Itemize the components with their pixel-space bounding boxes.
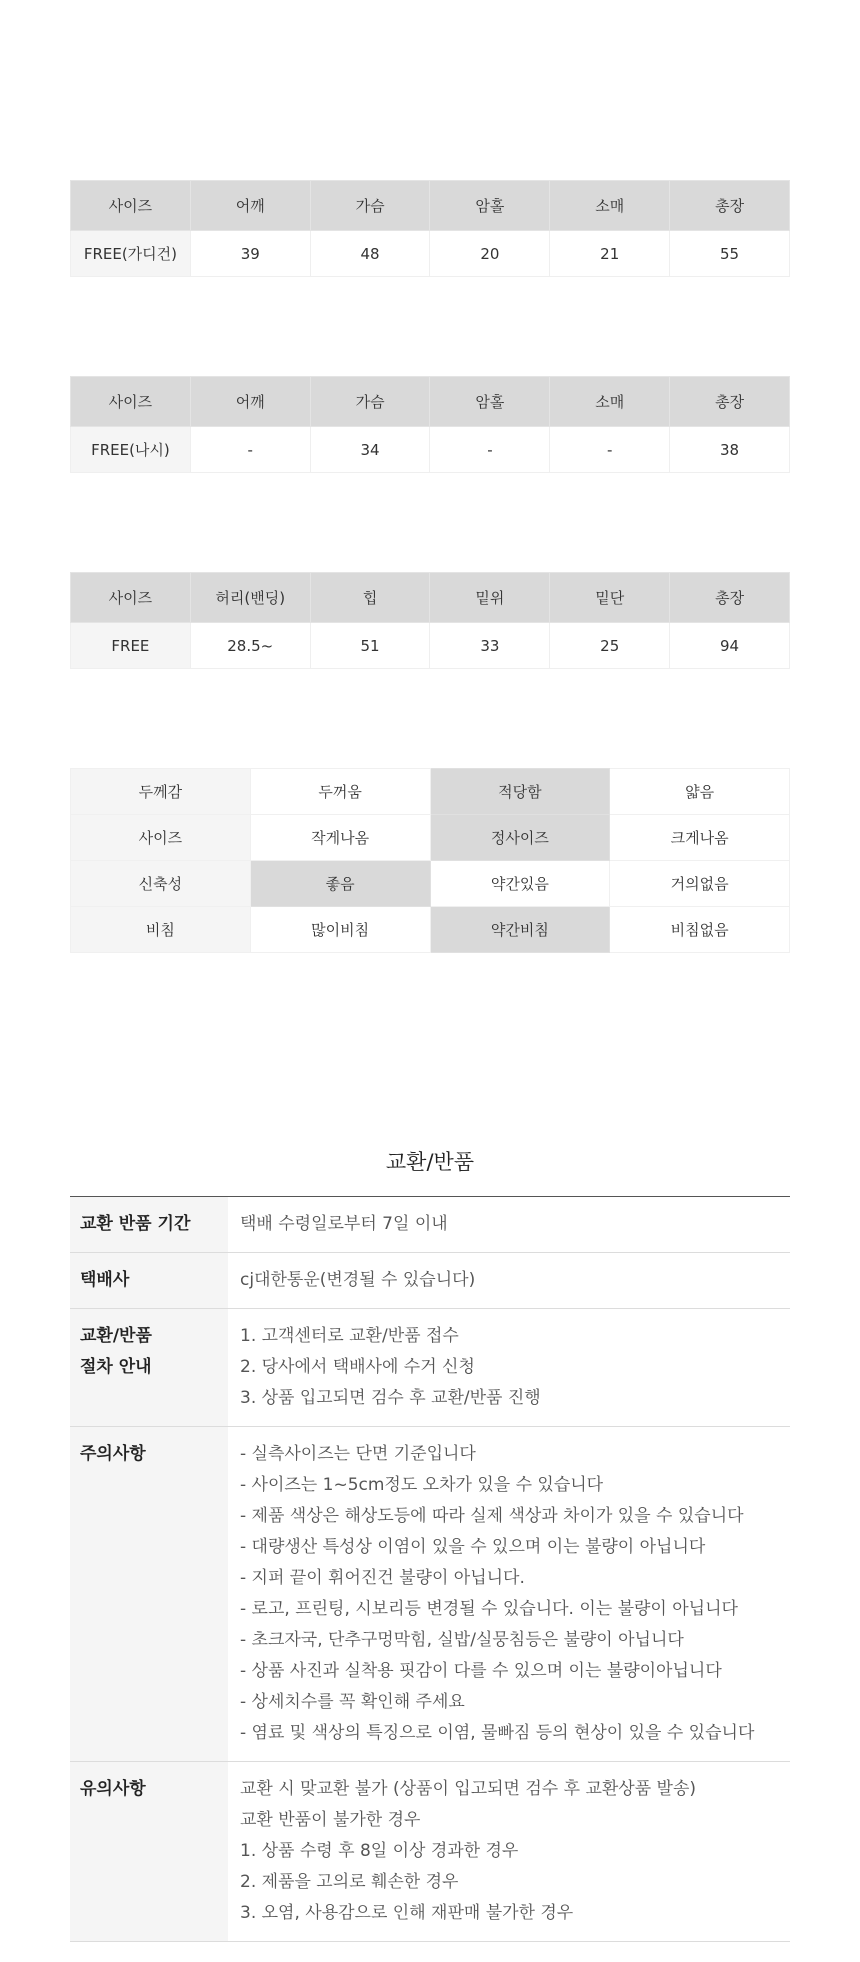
attribute-option: 얇음 [610,769,790,815]
attribute-option: 비침없음 [610,907,790,953]
attribute-row-size [71,815,790,861]
attribute-row-thickness [71,769,790,815]
size-value-cell: 94 [670,623,790,669]
size-table-header-row [71,377,790,427]
size-header-cell: 가슴 [310,377,430,427]
size-header-cell: 허리(밴딩) [190,573,310,623]
size-table-row [71,623,790,669]
size-row-label: FREE(가디건) [71,231,191,277]
exchange-info-row [70,1427,790,1762]
size-header-cell: 가슴 [310,181,430,231]
size-value-cell: 55 [670,231,790,277]
exchange-info-line: - 사이즈는 1~5cm정도 오차가 있을 수 있습니다 [240,1475,604,1495]
size-row-label: FREE(나시) [71,427,191,473]
exchange-info-line: - 지퍼 끝이 휘어진건 불량이 아닙니다. [240,1568,525,1588]
attribute-label: 신축성 [71,861,251,907]
attribute-option-selected: 적당함 [430,769,610,815]
exchange-info-line: - 상세치수를 꼭 확인해 주세요 [240,1692,465,1712]
exchange-info-label-line: 유의사항 [80,1779,146,1799]
size-header-cell: 사이즈 [71,573,191,623]
exchange-info-label [70,1197,228,1253]
size-header-cell: 소매 [550,377,670,427]
attribute-label: 비침 [71,907,251,953]
size-value-cell: 51 [310,623,430,669]
attribute-option-selected: 약간비침 [430,907,610,953]
exchange-info-line: - 제품 색상은 해상도등에 따라 실제 색상과 차이가 있을 수 있습니다 [240,1506,744,1526]
size-table-sleeveless [70,376,790,473]
exchange-info-value [228,1197,790,1253]
size-table-header-row [71,573,790,623]
size-value-cell: 39 [190,231,310,277]
attribute-option-selected: 정사이즈 [430,815,610,861]
size-value-cell: - [550,427,670,473]
exchange-info-label [70,1762,228,1942]
attribute-option: 작게나옴 [250,815,430,861]
exchange-info-line: 3. 상품 입고되면 검수 후 교환/반품 진행 [240,1388,541,1408]
size-header-cell: 총장 [670,377,790,427]
exchange-info-line: - 염료 및 색상의 특징으로 이염, 물빠짐 등의 현상이 있을 수 있습니다 [240,1723,755,1743]
exchange-info-label-line: 주의사항 [80,1444,146,1464]
size-table-row [71,231,790,277]
exchange-info-line: 1. 고객센터로 교환/반품 접수 [240,1326,459,1346]
exchange-info-row [70,1762,790,1942]
exchange-info-line: - 상품 사진과 실착용 핏감이 다를 수 있으며 이는 불량이아닙니다 [240,1661,722,1681]
size-value-cell: 25 [550,623,670,669]
size-value-cell: 48 [310,231,430,277]
exchange-info-line: - 실측사이즈는 단면 기준입니다 [240,1444,476,1464]
exchange-info-label-line: 교환 반품 기간 [80,1214,191,1234]
size-header-cell: 암홀 [430,181,550,231]
attribute-option-selected: 좋음 [250,861,430,907]
size-value-cell: - [190,427,310,473]
size-value-cell: - [430,427,550,473]
size-header-cell: 총장 [670,181,790,231]
exchange-info-label [70,1253,228,1309]
exchange-info-label-line: 택배사 [80,1270,130,1290]
attribute-row-stretch [71,861,790,907]
exchange-info-line: cj대한통운(변경될 수 있습니다) [240,1270,476,1290]
exchange-info-label-line: 교환/반품 [80,1326,152,1346]
size-header-cell: 총장 [670,573,790,623]
size-table-row [71,427,790,473]
size-header-cell: 소매 [550,181,670,231]
size-header-cell: 밑위 [430,573,550,623]
exchange-info-table [70,1196,790,1942]
size-table-pants [70,572,790,669]
size-header-cell: 암홀 [430,377,550,427]
exchange-info-line: - 초크자국, 단추구멍막힘, 실밥/실뭉침등은 불량이 아닙니다 [240,1630,684,1650]
exchange-info-row [70,1253,790,1309]
exchange-info-line: - 로고, 프린팅, 시보리등 변경될 수 있습니다. 이는 불량이 아닙니다 [240,1599,738,1619]
attribute-label: 두께감 [71,769,251,815]
exchange-info-line: 2. 당사에서 택배사에 수거 신청 [240,1357,475,1377]
exchange-info-row [70,1197,790,1253]
product-attributes-table [70,768,790,953]
size-header-cell: 힙 [310,573,430,623]
attribute-option: 크게나옴 [610,815,790,861]
size-value-cell: 34 [310,427,430,473]
exchange-info-line: 택배 수령일로부터 7일 이내 [240,1214,448,1234]
exchange-info-line: 2. 제품을 고의로 훼손한 경우 [240,1872,459,1892]
attribute-label: 사이즈 [71,815,251,861]
size-value-cell: 20 [430,231,550,277]
size-value-cell: 38 [670,427,790,473]
size-row-label: FREE [71,623,191,669]
attribute-option: 많이비침 [250,907,430,953]
exchange-info-label [70,1309,228,1427]
exchange-info-line: 교환 반품이 불가한 경우 [240,1810,421,1830]
size-value-cell: 33 [430,623,550,669]
attribute-option: 약간있음 [430,861,610,907]
size-header-cell: 밑단 [550,573,670,623]
exchange-info-value [228,1427,790,1762]
size-value-cell: 28.5~ [190,623,310,669]
exchange-info-label-line: 절차 안내 [80,1357,152,1377]
attribute-option: 두꺼움 [250,769,430,815]
exchange-info-line: 1. 상품 수령 후 8일 이상 경과한 경우 [240,1841,519,1861]
exchange-info-line: 교환 시 맞교환 불가 (상품이 입고되면 검수 후 교환상품 발송) [240,1779,697,1799]
attribute-option: 거의없음 [610,861,790,907]
exchange-info-value [228,1309,790,1427]
attribute-row-sheerness [71,907,790,953]
size-table-header-row [71,181,790,231]
exchange-section-title: 교환/반품 [385,1150,475,1174]
exchange-info-line: 3. 오염, 사용감으로 인해 재판매 불가한 경우 [240,1903,574,1923]
size-header-cell: 어깨 [190,377,310,427]
size-header-cell: 사이즈 [71,181,191,231]
exchange-info-label [70,1427,228,1762]
size-value-cell: 21 [550,231,670,277]
size-table-cardigan [70,180,790,277]
size-header-cell: 사이즈 [71,377,191,427]
exchange-info-value [228,1253,790,1309]
exchange-info-value [228,1762,790,1942]
exchange-info-line: - 대량생산 특성상 이염이 있을 수 있으며 이는 불량이 아닙니다 [240,1537,706,1557]
size-header-cell: 어깨 [190,181,310,231]
exchange-info-row [70,1309,790,1427]
